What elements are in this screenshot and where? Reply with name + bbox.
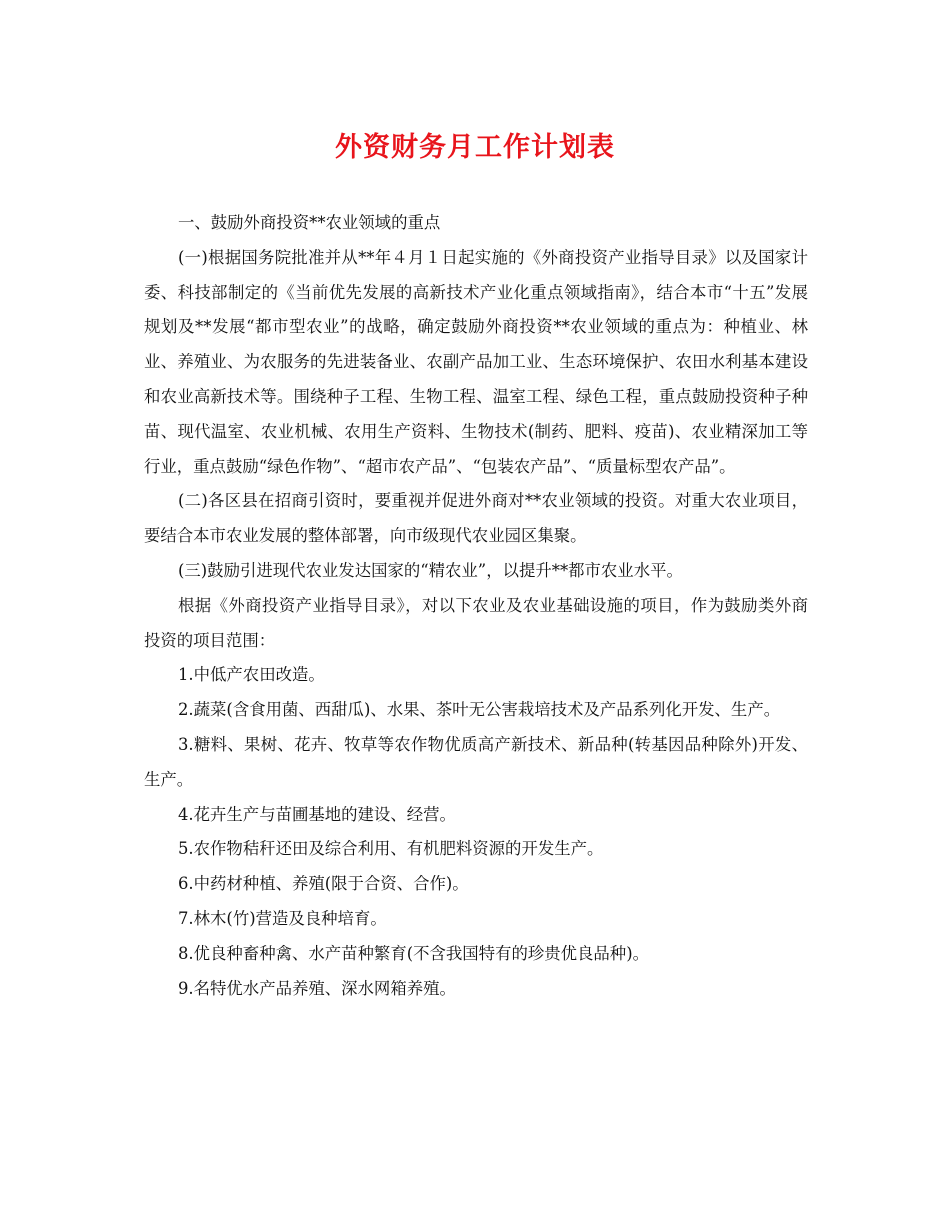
- paragraph: (一)根据国务院批准并从**年４月１日起实施的《外商投资产业指导目录》以及国家计委、科技部制定的《当前优先发展的高新技术产业化重点领域指南》，结合本市“十五”发展规划及**发展“都市型农业”的战略，确定鼓励外商投资**农业领域的重点为：种植业、林业、养殖业、为农服务的先进装备业、农副产品加工业、生态环境保护、农田水利基本建设和农业高新技术等。围绕种子工程、生物工程、温室工程、绿色工程，重点鼓励投资种子种苗、现代温室、农业机械、农用生产资料、生物技术(制药、肥料、疫苗)、农业精深加工等行业，重点鼓励“绿色作物”、“超市农产品”、“包装农产品”、“质量标型农产品”。: [144, 247, 808, 476]
- paragraph: (二)各区县在招商引资时，要重视并促进外商对**农业领域的投资。对重大农业项目，要结合本市农业发展的整体部署，向市级现代农业园区集聚。: [144, 491, 808, 546]
- section-heading: 一、鼓励外商投资**农业领域的重点: [178, 213, 441, 232]
- paragraph: (三)鼓励引进现代农业发达国家的“精农业”，以提升**都市农业水平。: [178, 560, 683, 580]
- document-title: 外资财务月工作计划表: [335, 132, 615, 163]
- list-item: 3.糖料、果树、花卉、牧草等农作物优质高产新技术、新品种(转基因品种除外)开发、生产。: [144, 734, 808, 789]
- paragraph: 根据《外商投资产业指导目录》，对以下农业及农业基础设施的项目，作为鼓励类外商投资的项目范围：: [144, 595, 808, 650]
- list-item: 9.名特优水产品养殖、深水网箱养殖。: [178, 978, 456, 998]
- list-item: 8.优良种畜种禽、水产苗种繁育(不含我国特有的珍贵优良品种)。: [178, 943, 649, 963]
- list-item: 7.林木(竹)营造及良种培育。: [178, 908, 387, 928]
- list-item: 6.中药材种植、养殖(限于合资、合作)。: [178, 874, 469, 894]
- list-item: 4.花卉生产与苗圃基地的建设、经营。: [178, 804, 456, 824]
- list-item: 2.蔬菜(含食用菌、西甜瓜)、水果、茶叶无公害栽培技术及产品系列化开发、生产。: [178, 700, 781, 720]
- list-item: 5.农作物秸秆还田及综合利用、有机肥料资源的开发生产。: [178, 839, 604, 859]
- document-body: [144, 206, 808, 1006]
- list-item: 1.中低产农田改造。: [178, 665, 325, 685]
